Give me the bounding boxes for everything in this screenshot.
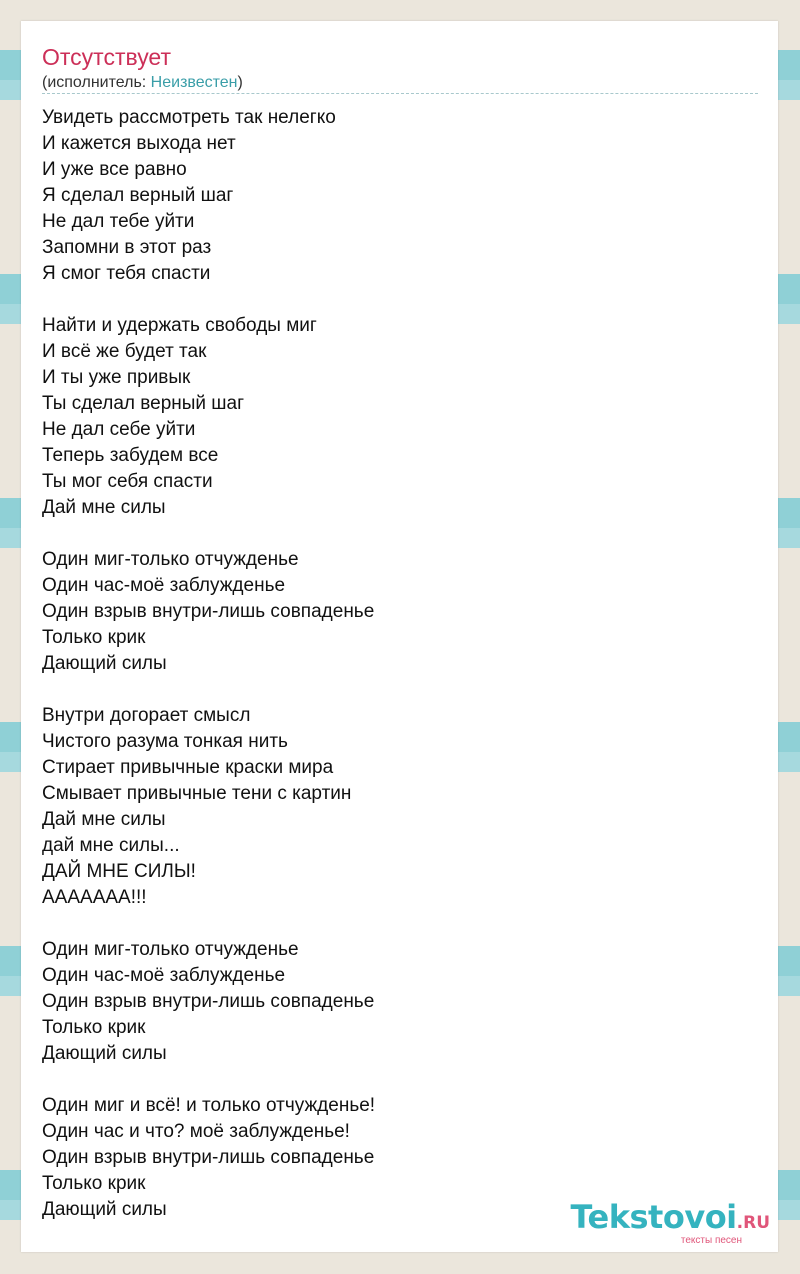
stanza-gap [42,287,375,313]
stanza-gap [42,677,375,703]
logo-tld: .RU [736,1213,770,1233]
logo-tagline: тексты песен [680,1235,742,1246]
divider [42,93,758,94]
artist-prefix: (исполнитель: [42,74,151,91]
lyric-line: Ты мог себя спасти [42,471,213,492]
lyric-line: дай мне силы... [42,835,180,856]
lyric-line: Один час и что? моё заблужденье! [42,1121,350,1142]
lyric-line: ААААААА!!! [42,887,147,908]
lyric-line: Запомни в этот раз [42,237,212,258]
artist-line [42,73,243,93]
lyric-line: Стирает привычные краски мира [42,757,334,778]
lyric-line: Дай мне силы [42,809,166,830]
lyric-line: ДАЙ МНЕ СИЛЫ! [42,861,196,882]
lyric-line: Я сделал верный шаг [42,185,234,206]
lyric-line: Не дал себе уйти [42,419,196,440]
artist-suffix: ) [237,74,243,91]
lyrics-card [21,21,778,1252]
lyric-line: Увидеть рассмотреть так нелегко [42,107,336,128]
lyric-line: Смывает привычные тени с картин [42,783,352,804]
lyric-line: Один взрыв внутри-лишь совпаденье [42,601,375,622]
lyric-line: И кажется выхода нет [42,133,236,154]
lyric-line: Один миг-только отчужденье [42,939,299,960]
lyric-line: Один миг и всё! и только отчужденье! [42,1095,376,1116]
lyric-line: И ты уже привык [42,367,191,388]
lyric-line: Только крик [42,1017,146,1038]
site-logo[interactable] [570,1200,770,1246]
artist-link[interactable]: Неизвестен [150,74,238,91]
stanza-gap [42,1067,375,1093]
lyric-line: Только крик [42,1173,146,1194]
lyric-line: Ты сделал верный шаг [42,393,245,414]
lyrics-body [42,105,375,1223]
lyric-line: Дай мне силы [42,497,166,518]
lyric-line: Только крик [42,627,146,648]
stanza-gap [42,521,375,547]
lyric-line: И всё же будет так [42,341,207,362]
lyric-line: Один взрыв внутри-лишь совпаденье [42,991,375,1012]
song-title: Отсутствует [42,44,171,70]
lyric-line: Один взрыв внутри-лишь совпаденье [42,1147,375,1168]
logo-name: Tekstovoi [570,1198,737,1236]
lyric-line: Я смог тебя спасти [42,263,211,284]
lyric-line: Чистого разума тонкая нить [42,731,288,752]
lyric-line: Дающий силы [42,653,167,674]
lyric-line: Не дал тебе уйти [42,211,195,232]
lyric-line: Внутри догорает смысл [42,705,251,726]
lyric-line: Найти и удержать свободы миг [42,315,317,336]
lyric-line: И уже все равно [42,159,187,180]
lyric-line: Один час-моё заблужденье [42,575,286,596]
lyric-line: Один миг-только отчужденье [42,549,299,570]
lyric-line: Теперь забудем все [42,445,219,466]
lyric-line: Дающий силы [42,1199,167,1220]
lyric-line: Дающий силы [42,1043,167,1064]
stanza-gap [42,911,375,937]
lyric-line: Один час-моё заблужденье [42,965,286,986]
